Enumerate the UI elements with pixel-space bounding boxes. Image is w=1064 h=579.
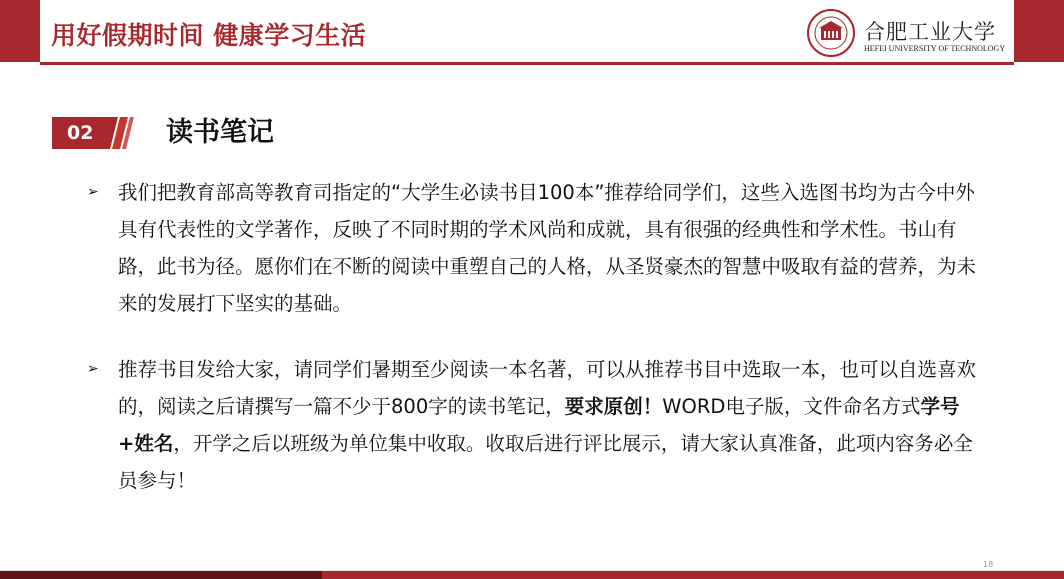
footer-dark-segment bbox=[0, 571, 322, 579]
paragraph-2-bold-filename: 学号+姓名 bbox=[118, 395, 960, 455]
logo-english-name: HEFEI UNIVERSITY OF TECHNOLOGY bbox=[864, 44, 1006, 53]
bullet-arrow-icon: ➢ bbox=[87, 361, 99, 377]
paragraph-1 bbox=[87, 174, 987, 322]
page-number: 18 bbox=[983, 560, 994, 569]
paragraph-2-text-part-2: WORD电子版，文件命名方式 bbox=[662, 395, 921, 418]
page-title: 用好假期时间 健康学习生活 bbox=[51, 21, 367, 50]
paragraph-2-bold-original: 要求原创！ bbox=[564, 395, 663, 418]
section-badge bbox=[52, 117, 142, 149]
paragraph-2-text-part-1: 推荐书目发给大家，请同学们暑期至少阅读一本名著，可以从推荐书目中选取一本，也可以自选喜欢的，阅读之后请撰写一篇不少于800字的读书笔记， bbox=[118, 358, 977, 418]
university-seal-icon bbox=[806, 8, 856, 58]
paragraph-2-text bbox=[118, 351, 987, 499]
paragraph-2 bbox=[87, 351, 987, 499]
paragraph-2-text-part-3: ，开学之后以班级为单位集中收取。收取后进行评比展示，请大家认真准备，此项内容务必全员参与！ bbox=[118, 432, 973, 492]
section-number: 02 bbox=[67, 122, 94, 144]
header-right-strip bbox=[1014, 0, 1064, 62]
paragraph-1-text: 我们把教育部高等教育司指定的“大学生必读书目100本”推荐给同学们，这些入选图书均为古今中外具有代表性的文学著作，反映了不同时期的学术风尚和成就，具有很强的经典性和学术性。书山有路，此书为径。愿你们在不断的阅读中重塑自己的人格，从圣贤豪杰的智慧中吸取有益的营养，为未来的发展打下坚实的基础。 bbox=[118, 181, 977, 315]
section-title: 读书笔记 bbox=[166, 117, 274, 148]
bullet-arrow-icon: ➢ bbox=[87, 184, 99, 200]
logo-chinese-name: 合肥工业大学 bbox=[864, 20, 996, 44]
university-logo bbox=[806, 8, 1016, 58]
header-left-strip bbox=[0, 0, 40, 62]
